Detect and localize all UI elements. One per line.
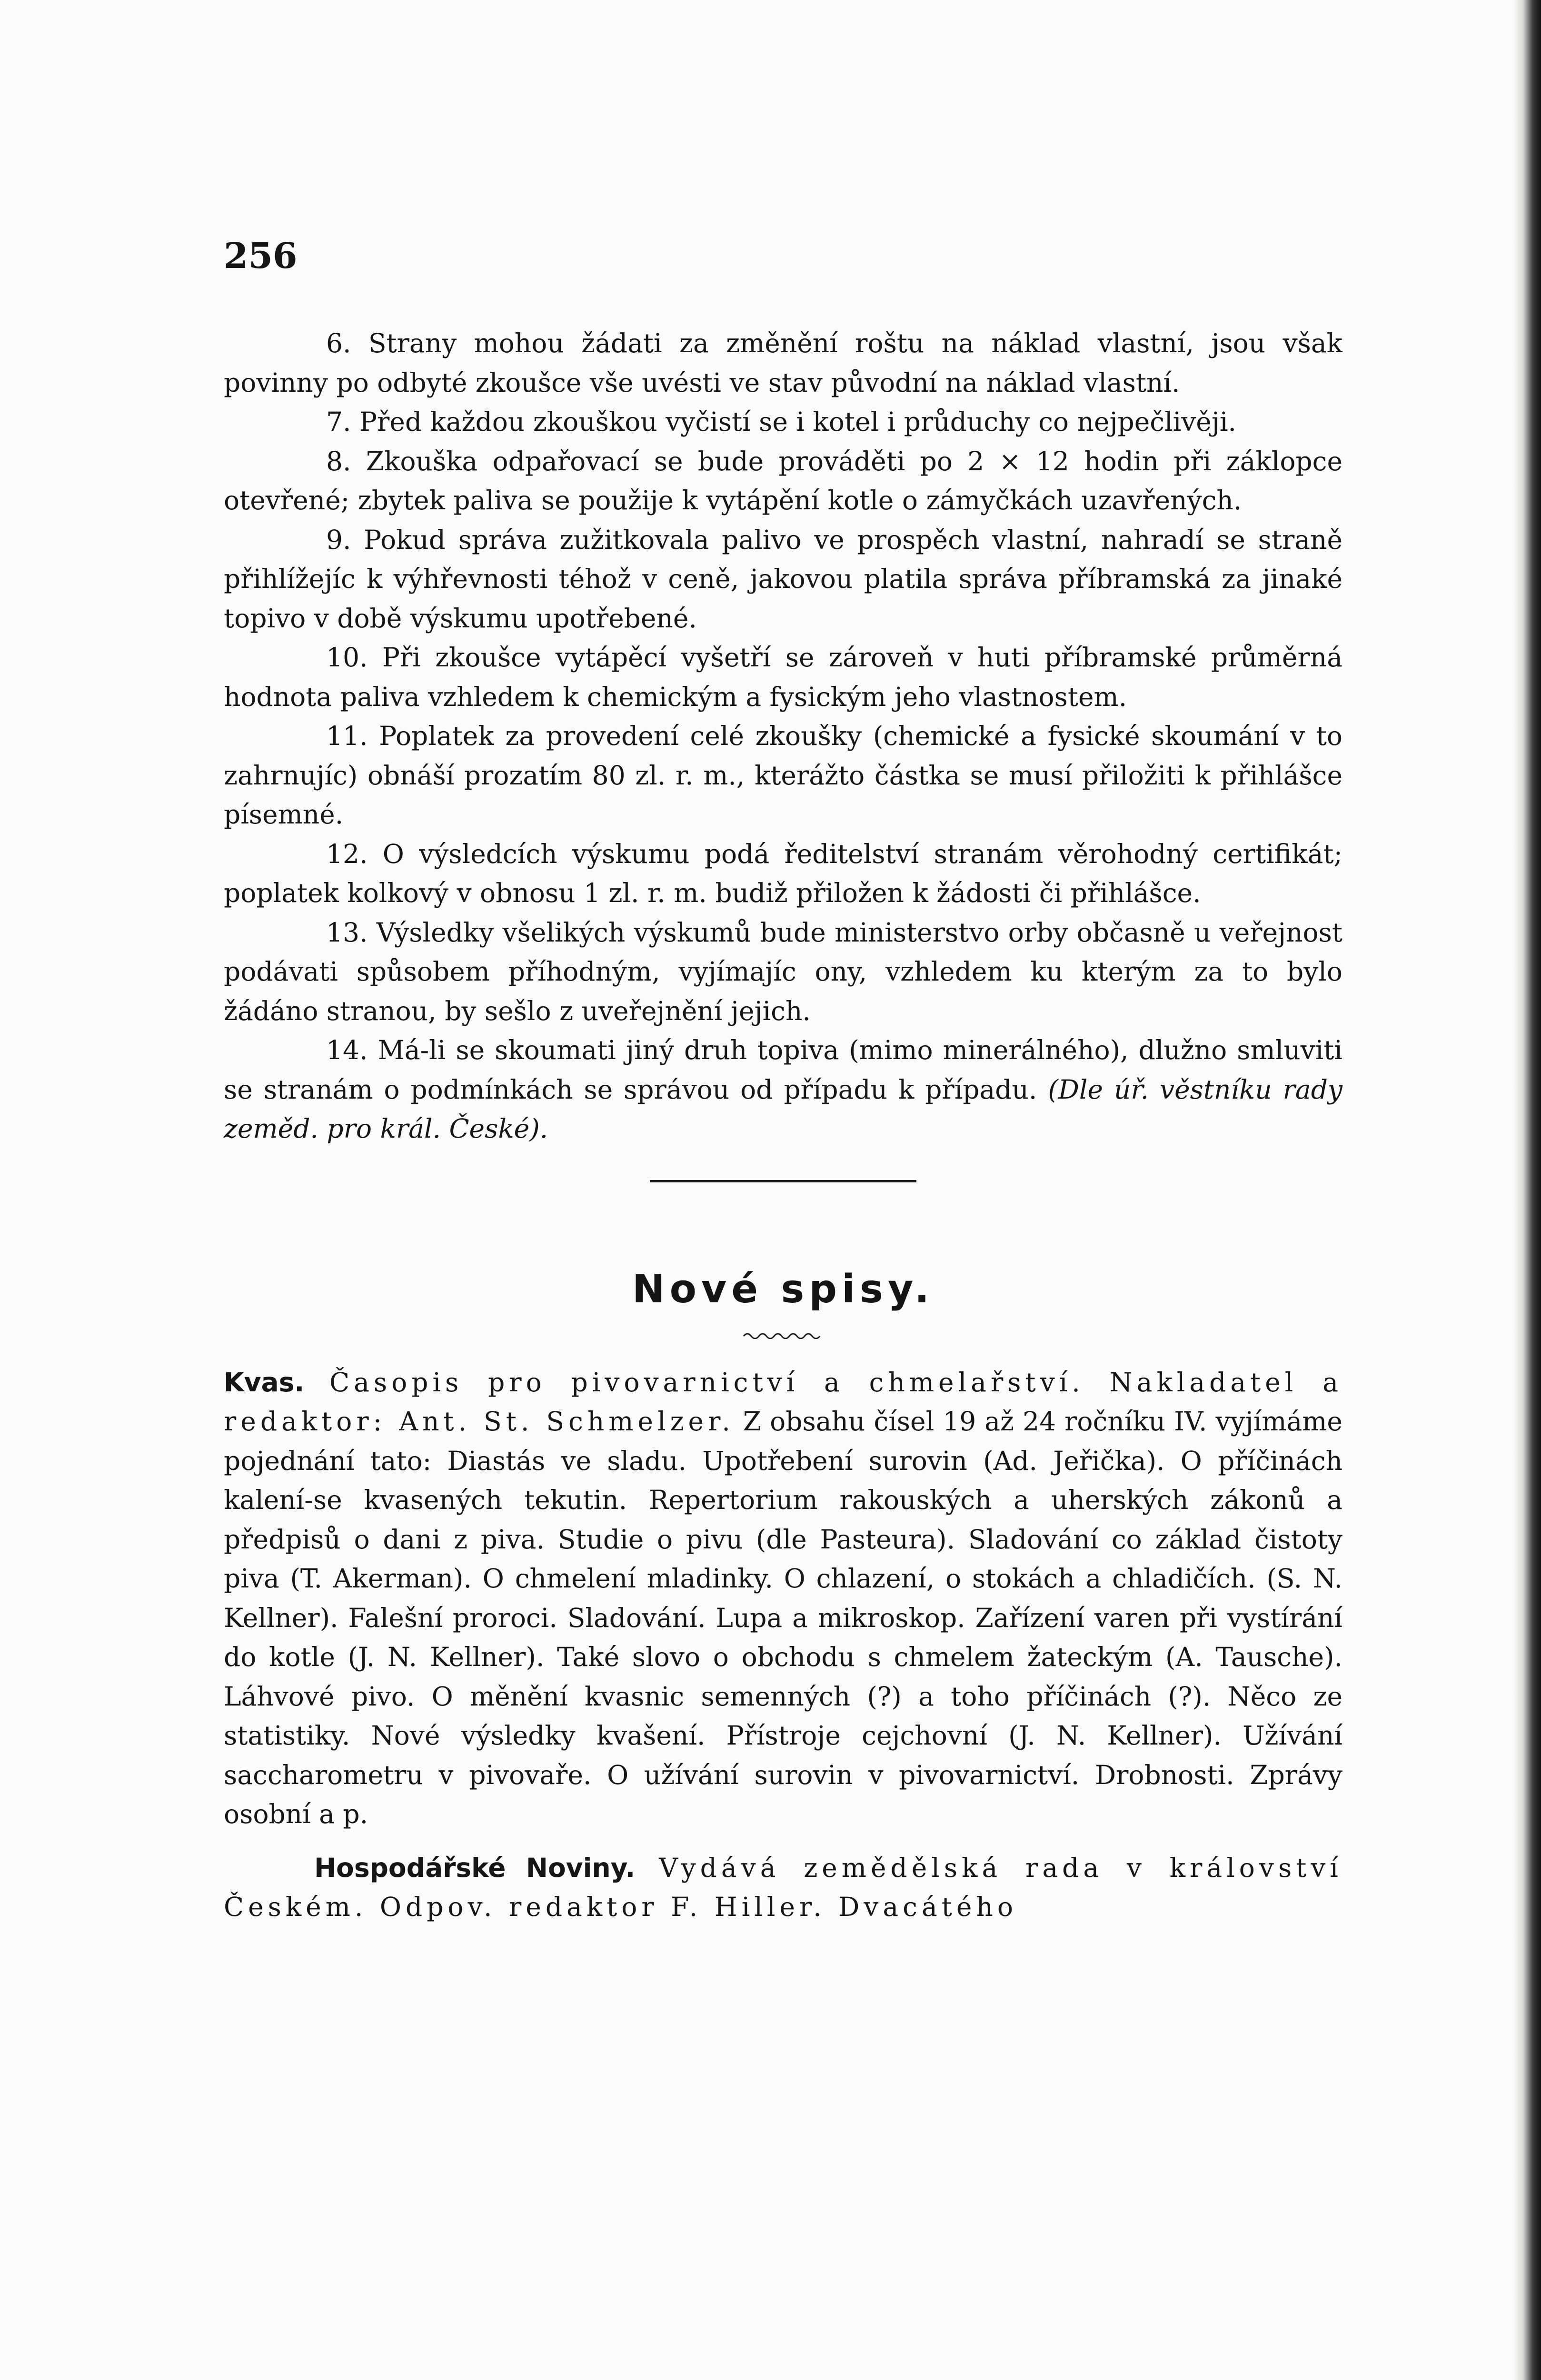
numbered-paragraph — [224, 324, 1342, 402]
bibliography-entry — [224, 1363, 1342, 1834]
entry-publisher-line: Časopis pro pivovarnictví a chmelařství. Nakladatel a redaktor: Ant. St. Schmelzer. — [224, 1367, 1342, 1437]
paragraph-text: Zkouška odpařovací se bude prováděti po 2 × 12 hodin při záklopce otevřené; zbytek paliva se použije k vytápění kotle o zámyčkách uzavřených. — [224, 446, 1342, 516]
section-heading: Nové spisy. — [632, 1266, 935, 1312]
paragraph-text: Poplatek za provedení celé zkoušky (chemické a fysické skoumání v to zahrnujíc) obnáší prozatím 80 zl. r. m., kterážto částka se musí přiložiti k přihlášce písemné. — [224, 721, 1342, 830]
entry-publisher-line: Vydává zemědělská rada v království Českém. Odpov. redaktor F. Hiller. Dvacátého — [224, 1852, 1342, 1922]
entry-text: Z obsahu čísel 19 až 24 ročníku IV. vyjímáme pojednání tato: Diastás ve sladu. Upotřebení surovin (Ad. Jeřička). O příčinách kalení-se kvasených tekutin. Repertorium rakouských a uherských zákonů a předpisů o dani z piva. Studie o pivu (dle Pasteura). Sladování co základ čistoty piva (T. Akerman). O chmelení mladinky. O chlazení, o stokách a chladičích. (S. N. Kellner). Falešní proroci. Sladování. Lupa a mikroskop. Zařízení varen při vystírání do kotle (J. N. Kellner). Také slovo o obchodu s chmelem žateckým (A. Tausche). Láhvové pivo. O měnění kvasnic semenných (?) a toho příčinách (?). Něco ze statistiky. Nové výsledky kvašení. Přístroje cejchovní (J. N. Kellner). Užívání saccharometru v pivovaře. O užívání surovin v pivovarnictví. Drobnosti. Zprávy osobní a p. — [224, 1406, 1342, 1829]
numbered-paragraph — [224, 1031, 1342, 1149]
wavy-ornament-icon — [743, 1330, 824, 1339]
numbered-paragraph — [224, 402, 1342, 442]
paragraph-number: 11. — [326, 721, 368, 751]
paragraph-number: 8. — [326, 446, 351, 476]
numbered-paragraph — [224, 442, 1342, 520]
paragraph-text: Má-li se skoumati jiný druh topiva (mimo minerálného), dlužno smluviti se stranám o podmínkách se správou od případu k případu. — [224, 1035, 1342, 1105]
paragraph-number: 6. — [326, 328, 351, 358]
paragraph-text: O výsledcích výskumu podá ředitelství stranám věrohodný certifikát; poplatek kolkový v obnosu 1 zl. r. m. budiž přiložen k žádosti či přihlášce. — [224, 838, 1342, 908]
paragraph-number: 13. — [326, 917, 368, 948]
numbered-paragraph — [224, 638, 1342, 716]
paragraph-number: 10. — [326, 642, 368, 673]
page-body — [224, 324, 1342, 1941]
paragraph-text: Pokud správa zužitkovala palivo ve prospěch vlastní, nahradí se straně přihlížejíc k výhřevnosti téhož v ceně, jakovou platila správa příbramská za jinaké topivo v době výskumu upotřebené. — [224, 524, 1342, 634]
page-edge-shadow — [1513, 0, 1541, 2380]
page-number: 256 — [224, 236, 298, 277]
paragraph-number: 7. — [326, 407, 351, 437]
numbered-paragraph — [224, 913, 1342, 1031]
paragraph-text: Výsledky všelikých výskumů bude ministerstvo orby občasně u veřejnost podávati spůsobem příhodným, vyjímajíc ony, vzhledem ku kterým za to bylo žádáno stranou, by sešlo z uveřejnění jejich. — [224, 917, 1342, 1026]
entry-title: Kvas. — [224, 1367, 305, 1398]
section-divider — [650, 1180, 916, 1182]
paragraph-text: Před každou zkouškou vyčistí se i kotel i průduchy co nejpečlivěji. — [351, 407, 1236, 437]
paragraph-number: 9. — [326, 524, 351, 555]
paragraph-text: Strany mohou žádati za změnění roštu na náklad vlastní, jsou však povinny po odbyté zkoušce vše uvésti ve stav původní na náklad vlastní. — [224, 328, 1342, 398]
entry-title: Hospodářské Noviny. — [314, 1852, 636, 1883]
paragraph-number: 14. — [326, 1035, 368, 1065]
source-citation: (Dle úř. věstníku rady zeměd. pro král. České). — [224, 1074, 1342, 1144]
numbered-paragraph — [224, 520, 1342, 638]
paragraph-text: Při zkoušce vytápěcí vyšetří se zároveň v huti příbramské průměrná hodnota paliva vzhledem k chemickým a fysickým jeho vlastnostem. — [224, 642, 1342, 712]
bibliography-entry — [224, 1848, 1342, 1927]
numbered-paragraph — [224, 834, 1342, 913]
numbered-paragraph — [224, 716, 1342, 834]
paragraph-number: 12. — [326, 838, 368, 869]
